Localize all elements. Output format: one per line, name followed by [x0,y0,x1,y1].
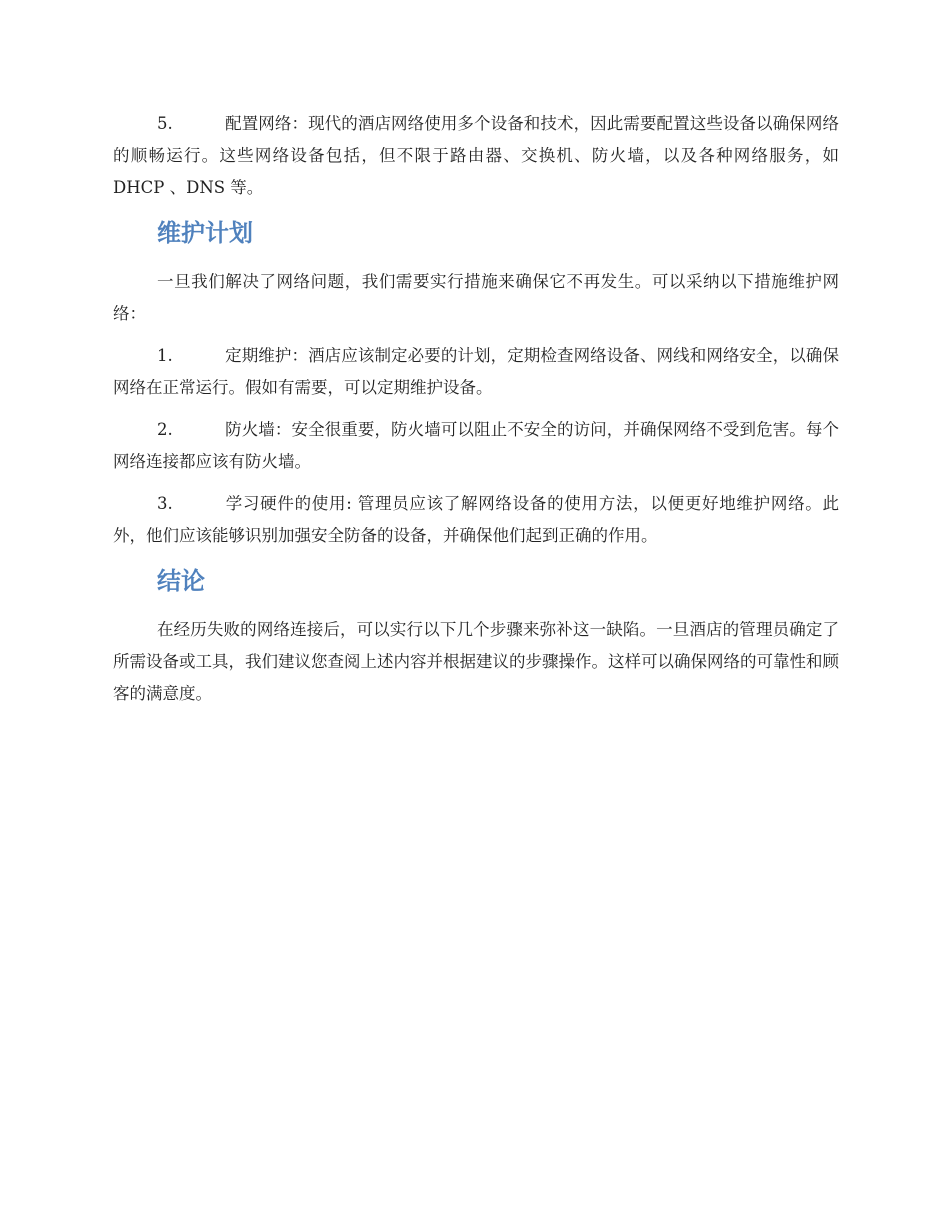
list-item-text: 配置网络：现代的酒店网络使用多个设备和技术，因此需要配置这些设备以确保网络的顺畅运行。这些网络设备包括，但不限于路由器、交换机、防火墙，以及各种网络服务，如 DHCP 、DNS 等。 [113,114,839,197]
maintenance-intro-paragraph: 一旦我们解决了网络问题，我们需要实行措施来确保它不再发生。可以采纳以下措施维护网络： [113,272,839,323]
list-number: 2. [157,420,173,439]
list-item-text: 学习硬件的使用: 管理员应该了解网络设备的使用方法，以便更好地维护网络。此外，他们应该能够识别加强安全防备的设备，并确保他们起到正确的作用。 [113,494,839,545]
list-item-5 [113,108,839,204]
maintenance-list-item-2 [113,414,839,478]
list-item-text: 防火墙：安全很重要，防火墙可以阻止不安全的访问，并确保网络不受到危害。每个网络连接都应该有防火墙。 [113,420,839,471]
section-heading-conclusion: 结论 [157,567,205,595]
list-item-text: 定期维护：酒店应该制定必要的计划，定期检查网络设备、网线和网络安全，以确保网络在正常运行。假如有需要，可以定期维护设备。 [113,346,839,397]
list-number: 1. [157,346,173,365]
conclusion-paragraph: 在经历失败的网络连接后，可以实行以下几个步骤来弥补这一缺陷。一旦酒店的管理员确定了所需设备或工具，我们建议您查阅上述内容并根据建议的步骤操作。这样可以确保网络的可靠性和顾客的满意度。 [113,620,839,703]
list-number: 3. [157,494,173,513]
maintenance-list-item-1 [113,340,839,404]
document-page [113,108,839,720]
maintenance-list-item-3 [113,488,839,552]
list-number: 5. [157,114,173,133]
section-heading-maintenance: 维护计划 [157,219,253,247]
